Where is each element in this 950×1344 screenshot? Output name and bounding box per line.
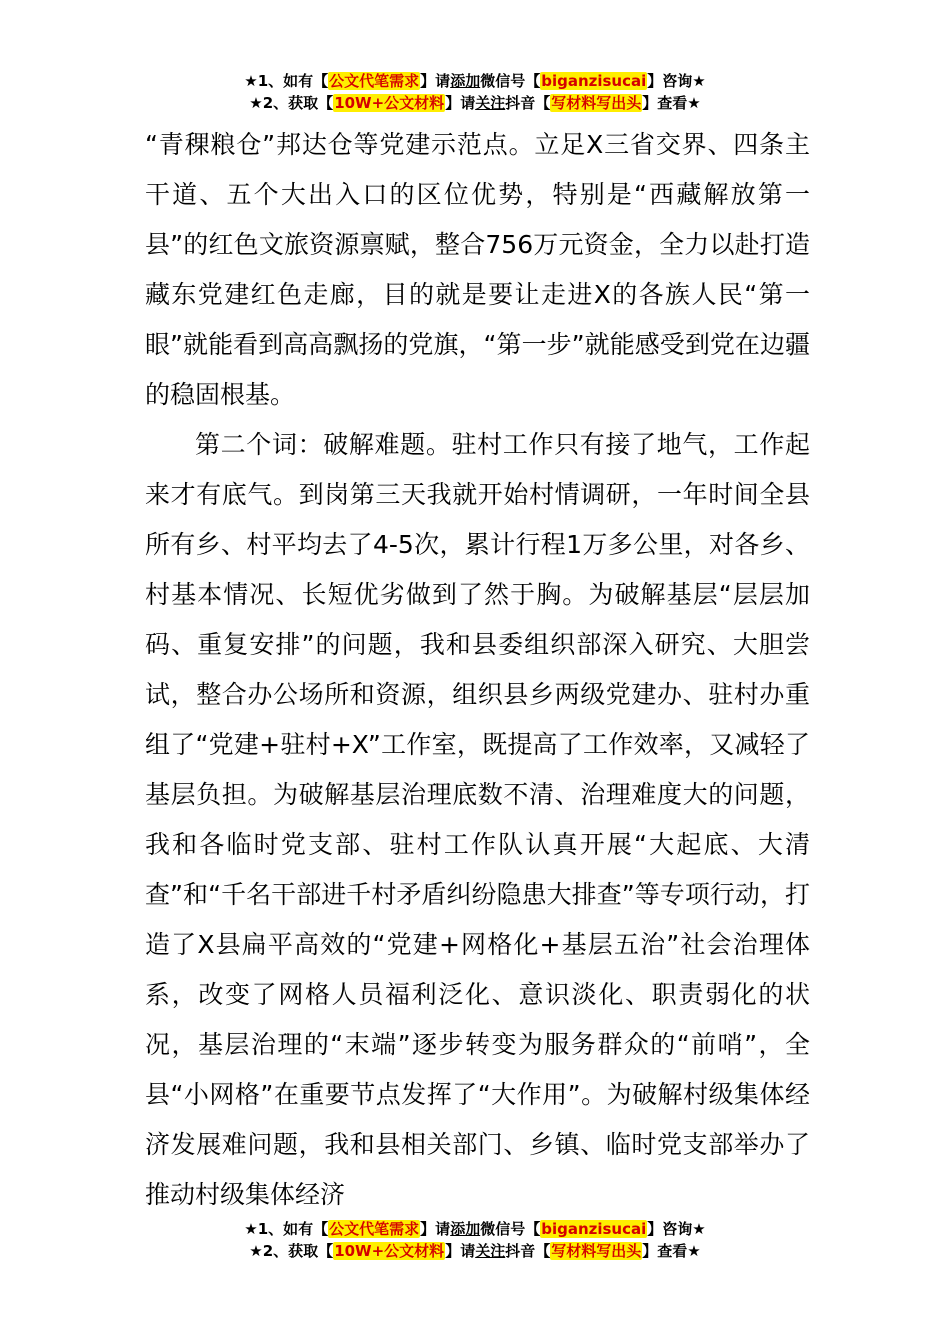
banner-text: 】咨询★ (647, 72, 706, 90)
banner-highlight: 公文代笔需求 (329, 1220, 420, 1238)
banner-highlight: 10W+公文材料 (334, 1242, 445, 1260)
banner-underlined: 关注 (475, 94, 506, 112)
banner-text: 】查看★ (642, 1242, 701, 1260)
banner-text: 】请 (445, 94, 476, 112)
banner-highlight: 公文代笔需求 (329, 72, 420, 90)
banner-text: 微信号【 (480, 72, 541, 90)
banner-text: ★1、如有【 (244, 1220, 329, 1238)
banner-text: 】请 (445, 1242, 476, 1260)
banner-highlight: 10W+公文材料 (334, 94, 445, 112)
footer-banner (0, 1218, 950, 1262)
paragraph-2: 第二个词：破解难题。驻村工作只有接了地气，工作起来才有底气。到岗第三天我就开始村情调研，一年时间全县所有乡、村平均去了4-5次，累计行程1万多公里，对各乡、村基本情况、长短优劣做到了然于胸。为破解基层“层层加码、重复安排”的问题，我和县委组织部深入研究、大胆尝试，整合办公场所和资源，组织县乡两级党建办、驻村办重组了“党建+驻村+X”工作室，既提高了工作效率，又减轻了基层负担。为破解基层治理底数不清、治理难度大的问题，我和各临时党支部、驻村工作队认真开展“大起底、大清查”和“千名干部进千村矛盾纠纷隐患大排查”等专项行动，打造了X县扁平高效的“党建+网格化+基层五治”社会治理体系，改变了网格人员福利泛化、意识淡化、职责弱化的状况，基层治理的“末端”逐步转变为服务群众的“前哨”，全县“小网格”在重要节点发挥了“大作用”。为破解村级集体经济发展难问题，我和县相关部门、乡镇、临时党支部举办了推动村级集体经济 (145, 430, 810, 1209)
banner-line-2 (0, 1240, 950, 1262)
banner-text: 】咨询★ (647, 1220, 706, 1238)
banner-line-1 (0, 1218, 950, 1240)
banner-text: 抖音【 (505, 1242, 551, 1260)
banner-text: ★2、获取【 (249, 1242, 334, 1260)
paragraph-1: “青稞粮仓”邦达仓等党建示范点。立足X三省交界、四条主干道、五个大出入口的区位优势，特别是“西藏解放第一县”的红色文旅资源禀赋，整合756万元资金，全力以赴打造藏东党建红色走廊，目的就是要让走进X的各族人民“第一眼”就能看到高高飘扬的党旗，“第一步”就能感受到党在边疆的稳固根基。 (145, 130, 810, 409)
document-body (145, 120, 810, 1220)
banner-douyin-id: 写材料写出头 (551, 1242, 642, 1260)
banner-wechat-id: biganzisucai (541, 1220, 647, 1238)
banner-text: ★2、获取【 (249, 94, 334, 112)
banner-underlined: 添加 (450, 1220, 481, 1238)
banner-text: 抖音【 (505, 94, 551, 112)
banner-text: 】查看★ (642, 94, 701, 112)
banner-wechat-id: biganzisucai (541, 72, 647, 90)
header-banner (0, 70, 950, 114)
banner-underlined: 关注 (475, 1242, 506, 1260)
banner-text: 】请 (420, 72, 451, 90)
banner-text: 微信号【 (480, 1220, 541, 1238)
banner-underlined: 添加 (450, 72, 481, 90)
banner-douyin-id: 写材料写出头 (551, 94, 642, 112)
banner-text: 】请 (420, 1220, 451, 1238)
banner-line-1 (0, 70, 950, 92)
banner-line-2 (0, 92, 950, 114)
banner-text: ★1、如有【 (244, 72, 329, 90)
